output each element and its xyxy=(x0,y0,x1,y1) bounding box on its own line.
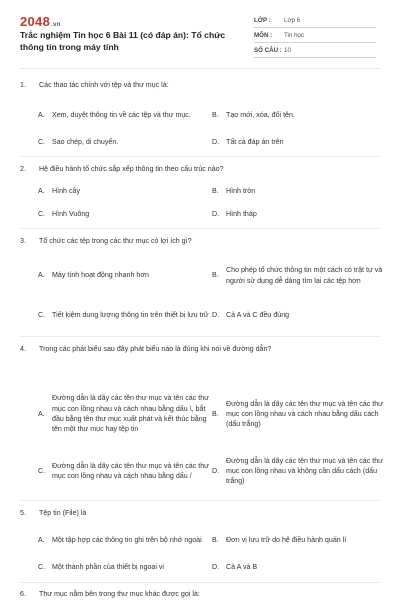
page-header xyxy=(0,0,400,60)
option-letter: B. xyxy=(212,110,219,119)
meta-value: Lớp 6 xyxy=(284,17,301,24)
question-number: 4. xyxy=(20,345,26,353)
option-text: Tất cả đáp án trên xyxy=(226,137,284,146)
option-text: Đường dẫn là dãy các tên thư mục và tên các thư mục con lồng nhau và không cần dấu cách (dấu trắng) xyxy=(226,456,383,486)
option-3a[interactable] xyxy=(38,260,210,291)
option-2d[interactable] xyxy=(212,209,384,219)
option-text: Cho phép tổ chức thông tin một cách có trật tự và người sử dụng dễ dàng tìm lại các tệp hơn xyxy=(226,266,383,285)
meta-row-class xyxy=(254,13,376,28)
option-3b[interactable] xyxy=(212,260,384,291)
option-1b[interactable] xyxy=(212,104,384,126)
option-letter: C. xyxy=(38,209,46,218)
option-1c[interactable] xyxy=(38,137,210,147)
option-text: Đường dẫn là dãy các tên thư mục và tên các thư mục con lồng nhau và cách nhau bằng dấu \, bắt đầu bằng tên thư mục xuất phát và kết thúc bằng tên một thư mục hay tệp tin xyxy=(52,394,209,434)
option-5b[interactable] xyxy=(212,529,384,551)
option-4c[interactable] xyxy=(38,454,210,488)
option-5d[interactable] xyxy=(212,562,384,572)
option-letter: D. xyxy=(212,137,220,146)
option-letter: A. xyxy=(38,110,45,119)
question-separator xyxy=(20,156,380,157)
option-letter: D. xyxy=(212,310,220,319)
option-text: Tiết kiệm dung lượng thông tin trên thiết bị lưu trữ xyxy=(52,310,209,319)
option-letter: C. xyxy=(38,562,46,571)
question-separator xyxy=(20,582,380,583)
question-text: Hệ điều hành tổ chức sắp xếp thông tin theo cấu trúc nào? xyxy=(39,165,224,173)
question-text: Thư mục nằm bên trong thư mục khác được gọi là: xyxy=(39,590,200,598)
option-text: Đường dẫn là dãy các tên thư mục và tên các thư mục con lồng nhau và cách nhau bằng dấu cách (dấu trắng) xyxy=(226,399,383,429)
option-4d[interactable] xyxy=(212,454,384,488)
question-text: Trong các phát biểu sau đây phát biểu nào là đúng khi nói về đường dẫn? xyxy=(39,345,272,353)
option-letter: A. xyxy=(38,186,45,195)
option-text: Đơn vị lưu trữ do hệ điều hành quản lí xyxy=(226,535,347,544)
question-number: 3. xyxy=(20,237,26,245)
meta-key: LỚP : xyxy=(254,17,271,24)
logo-main: 2048 xyxy=(20,14,51,29)
option-letter: D. xyxy=(212,466,220,475)
option-5c[interactable] xyxy=(38,562,210,572)
option-text: Cả A và C đều đúng xyxy=(226,310,290,319)
option-1a[interactable] xyxy=(38,104,210,126)
option-text: Xem, duyệt thông tin về các tệp và thư mục. xyxy=(52,110,191,119)
question-number: 1. xyxy=(20,81,26,89)
option-text: Cả A và B xyxy=(226,562,258,571)
option-letter: C. xyxy=(38,310,46,319)
header-divider xyxy=(20,68,380,69)
option-text: Máy tính hoạt động nhanh hơn xyxy=(52,271,149,280)
option-letter: D. xyxy=(212,562,220,571)
option-letter: D. xyxy=(212,209,220,218)
option-2b[interactable] xyxy=(212,186,384,196)
option-1d[interactable] xyxy=(212,137,384,147)
question-text: Các thao tác chính với tệp và thư mục là: xyxy=(39,81,169,89)
option-text: Hình tháp xyxy=(226,209,257,218)
option-4b[interactable] xyxy=(212,382,384,446)
option-2c[interactable] xyxy=(38,209,210,219)
question-number: 6. xyxy=(20,590,26,598)
option-text: Một tập hợp các thông tin ghi trên bộ nhớ ngoài xyxy=(52,535,202,544)
question-number: 2. xyxy=(20,165,26,173)
question-separator xyxy=(20,228,380,229)
page-title: Trắc nghiệm Tin học 6 Bài 11 (có đáp án): Tổ chức thông tin trong máy tính xyxy=(20,30,226,52)
option-letter: B. xyxy=(212,535,219,544)
question-text: Tổ chức các tệp trong các thư mục có lợi ích gì? xyxy=(39,237,192,245)
question-separator xyxy=(20,336,380,337)
site-logo[interactable] xyxy=(20,14,61,29)
option-letter: A. xyxy=(38,535,45,544)
option-text: Hình Vuông xyxy=(52,209,90,218)
option-text: Hình tròn xyxy=(226,186,256,195)
option-text: Tạo mới, xóa, đổi tên. xyxy=(226,110,295,119)
option-4a[interactable] xyxy=(38,382,210,446)
option-text: Đường dẫn là dãy các tên thư mục và tên các thư mục con lồng nhau và cách nhau bằng dấu / xyxy=(52,461,209,480)
option-letter: C. xyxy=(38,466,46,475)
option-3c[interactable] xyxy=(38,304,210,326)
meta-row-count xyxy=(254,43,376,58)
option-letter: A. xyxy=(38,409,45,418)
option-letter: C. xyxy=(38,137,46,146)
meta-key: MÔN : xyxy=(254,32,273,39)
option-letter: B. xyxy=(212,186,219,195)
option-letter: B. xyxy=(212,409,219,418)
option-text: Một thành phần của thiết bị ngoại vi xyxy=(52,562,165,571)
option-2a[interactable] xyxy=(38,186,210,196)
option-5a[interactable] xyxy=(38,529,210,551)
option-letter: B. xyxy=(212,271,219,280)
meta-key: SỐ CÂU : xyxy=(254,47,282,54)
option-text: Sao chép, di chuyển. xyxy=(52,137,119,146)
option-text: Hình cây xyxy=(52,186,80,195)
meta-value: Tin học xyxy=(284,32,305,39)
option-letter: A. xyxy=(38,271,45,280)
question-separator xyxy=(20,500,380,501)
meta-row-subject xyxy=(254,28,376,43)
question-text: Tệp tin (File) là xyxy=(39,509,87,517)
option-3d[interactable] xyxy=(212,304,384,326)
logo-tld: .vn xyxy=(51,22,61,28)
meta-value: 10 xyxy=(284,47,291,54)
question-number: 5. xyxy=(20,509,26,517)
